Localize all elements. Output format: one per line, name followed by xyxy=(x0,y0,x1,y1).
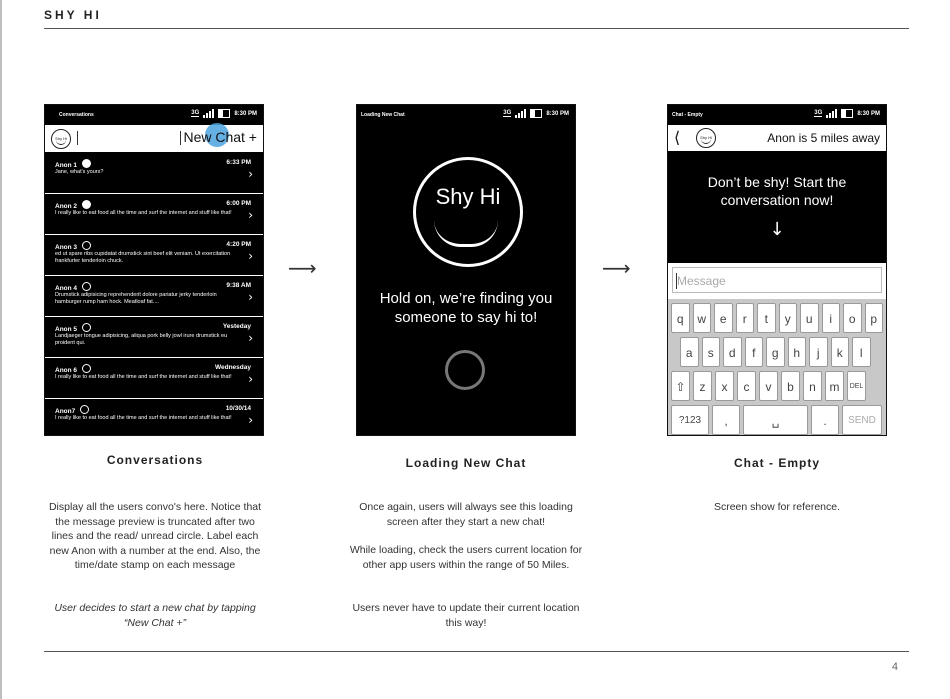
key-space[interactable]: ␣ xyxy=(743,405,808,435)
description-loading-2: While loading, check the users current location for other app users within the range of 50 Miles. xyxy=(349,544,583,571)
key-i[interactable]: i xyxy=(822,303,841,333)
key-send[interactable]: SEND xyxy=(842,405,882,435)
message-preview: ed ut spare ribs cupidatat drumstick sint beef elit veniam. Ut exercitation frankfurter tenderloin chuck. xyxy=(55,251,231,264)
key-l[interactable]: l xyxy=(852,337,871,367)
shy-hi-logo-icon: Shy Hi xyxy=(696,128,716,148)
phone-conversations xyxy=(44,104,264,436)
message-input[interactable]: Message xyxy=(672,267,882,293)
flow-arrow: ⟶ xyxy=(602,256,631,280)
chevron-right-icon[interactable]: › xyxy=(248,290,253,304)
key-r[interactable]: r xyxy=(736,303,755,333)
conversations-header xyxy=(45,125,263,153)
message-timestamp: 9:38 AM xyxy=(226,282,251,289)
message-preview: Landjaeger tongue adipisicing, aliqua pork belly jowl irure drumstick eu proident qui. xyxy=(55,333,228,346)
smile-icon xyxy=(434,220,498,247)
anon-name: Anon 1 xyxy=(55,159,91,169)
note-conversations: User decides to start a new chat by tapping “New Chat +” xyxy=(54,602,256,629)
key-comma[interactable]: , xyxy=(712,405,740,435)
anon-name: Anon 2 xyxy=(55,200,91,210)
chevron-right-icon[interactable]: › xyxy=(248,249,253,263)
caption-chat-empty: Chat - Empty xyxy=(733,456,820,470)
conversation-row[interactable] xyxy=(45,399,263,436)
message-timestamp: 10/30/14 xyxy=(225,405,251,412)
key-d[interactable]: d xyxy=(723,337,742,367)
key-q[interactable]: q xyxy=(671,303,690,333)
header-rule xyxy=(44,28,909,29)
status-time: 8:30 PM xyxy=(546,110,569,117)
read-circle-icon xyxy=(82,364,91,373)
anon-name: Anon 6 xyxy=(55,364,91,374)
conversation-row[interactable] xyxy=(45,276,263,317)
message-preview: Jane, what's yours? xyxy=(55,169,104,175)
message-preview: I really like to eat food all the time and surf the internet and stuff like that! xyxy=(55,374,232,380)
signal-icon xyxy=(826,109,837,118)
phone-loading xyxy=(356,104,576,436)
key-k[interactable]: k xyxy=(831,337,850,367)
battery-icon xyxy=(530,109,542,118)
shy-hi-logo-icon[interactable]: Shy Hi xyxy=(51,129,71,149)
anon-name: Anon 5 xyxy=(55,323,91,333)
anon-name: Anon 3 xyxy=(55,241,91,251)
status-title: Loading New Chat xyxy=(361,112,405,118)
chevron-right-icon[interactable]: › xyxy=(248,208,253,222)
key-e[interactable]: e xyxy=(714,303,733,333)
conversation-row[interactable] xyxy=(45,153,263,194)
message-preview: I really like to eat food all the time and surf the internet and stuff like that! xyxy=(55,415,232,421)
read-circle-icon xyxy=(80,405,89,414)
description-conversations: Display all the users convo's here. Notice that the message preview is truncated after two lines and the read/ unread circle. Label each new Anon with a number at the end. Also, the time/date stamp on each message xyxy=(48,501,262,571)
read-circle-icon xyxy=(82,323,91,332)
key-b[interactable]: b xyxy=(781,371,800,401)
loading-message: Hold on, we’re finding you someone to say hi to! xyxy=(379,290,553,326)
message-timestamp: 6:33 PM xyxy=(226,159,251,166)
key-o[interactable]: o xyxy=(843,303,862,333)
conversation-row[interactable] xyxy=(45,317,263,358)
new-chat-button[interactable]: New Chat + xyxy=(183,129,257,145)
chevron-right-icon[interactable]: › xyxy=(248,413,253,427)
empty-chat-area xyxy=(668,151,886,263)
shy-hi-logo-large xyxy=(413,157,523,267)
signal-icon xyxy=(515,109,526,118)
read-circle-icon xyxy=(82,282,91,291)
key-numbers[interactable]: ?123 xyxy=(671,405,709,435)
page-number: 4 xyxy=(891,661,898,673)
conversation-row[interactable] xyxy=(45,194,263,235)
status-bar xyxy=(45,105,263,125)
conversation-list xyxy=(45,153,263,436)
conversation-row[interactable] xyxy=(45,235,263,276)
distance-text: Anon is 5 miles away xyxy=(767,131,880,145)
description-chat-empty: Screen show for reference. xyxy=(713,501,841,513)
key-x[interactable]: x xyxy=(715,371,734,401)
message-timestamp: Wednesday xyxy=(214,364,251,371)
signal-icon xyxy=(203,109,214,118)
anon-name: Anon 4 xyxy=(55,282,91,292)
message-preview: I really like to eat food all the time and surf the internet and stuff like that! xyxy=(55,210,232,216)
status-time: 8:30 PM xyxy=(234,110,257,117)
message-timestamp: 4:20 PM xyxy=(226,241,251,248)
header-divider xyxy=(180,131,181,145)
key-j[interactable]: j xyxy=(809,337,828,367)
conversation-row[interactable] xyxy=(45,358,263,399)
status-title: Conversations xyxy=(59,112,94,118)
footer-rule xyxy=(44,651,909,652)
unread-circle-icon xyxy=(82,200,91,209)
status-time: 8:30 PM xyxy=(857,110,880,117)
key-shift[interactable]: ⇧ xyxy=(671,371,690,401)
network-icon: 3G xyxy=(814,110,823,116)
chevron-right-icon[interactable]: › xyxy=(248,372,253,386)
key-s[interactable]: s xyxy=(702,337,721,367)
down-arrow-icon: ↓ xyxy=(769,219,785,240)
status-bar xyxy=(668,105,886,125)
message-timestamp: Yesteday xyxy=(222,323,251,330)
header-divider xyxy=(77,131,78,145)
key-u[interactable]: u xyxy=(800,303,819,333)
chevron-right-icon[interactable]: › xyxy=(248,167,253,181)
empty-chat-prompt: Don’t be shy! Start the conversation now! xyxy=(707,174,847,208)
keyboard xyxy=(668,299,886,435)
key-m[interactable]: m xyxy=(825,371,844,401)
flow-arrow: ⟶ xyxy=(288,256,317,280)
key-y[interactable]: y xyxy=(779,303,798,333)
key-a[interactable]: a xyxy=(680,337,699,367)
key-period[interactable]: . xyxy=(811,405,839,435)
key-w[interactable]: w xyxy=(693,303,712,333)
phone-chat-empty xyxy=(667,104,887,436)
chat-header xyxy=(668,125,886,151)
loading-spinner-icon xyxy=(445,350,485,390)
unread-circle-icon xyxy=(82,159,91,168)
anon-name: Anon7 xyxy=(55,405,89,415)
message-timestamp: 6:00 PM xyxy=(226,200,251,207)
status-bar xyxy=(357,105,575,125)
battery-icon xyxy=(841,109,853,118)
brand-title: SHY HI xyxy=(44,8,102,22)
key-p[interactable]: p xyxy=(865,303,884,333)
key-c[interactable]: c xyxy=(737,371,756,401)
logo-text: Shy Hi xyxy=(435,184,501,209)
key-n[interactable]: n xyxy=(803,371,822,401)
description-loading-3: Users never have to update their current location this way! xyxy=(352,602,580,629)
battery-icon xyxy=(218,109,230,118)
key-t[interactable]: t xyxy=(757,303,776,333)
network-icon: 3G xyxy=(191,110,200,116)
input-area xyxy=(668,263,886,435)
chevron-right-icon[interactable]: › xyxy=(248,331,253,345)
key-v[interactable]: v xyxy=(759,371,778,401)
caption-conversations: Conversations xyxy=(106,453,204,467)
status-title: Chat - Empty xyxy=(672,112,703,118)
page-left-border xyxy=(0,0,2,699)
message-preview: Drumstick adipisicing reprehenderit dolore pariatur jerky tenderloin hamburger rump ham hock. Meatloaf fat.... xyxy=(55,292,217,305)
key-z[interactable]: z xyxy=(693,371,712,401)
network-icon: 3G xyxy=(503,110,512,116)
read-circle-icon xyxy=(82,241,91,250)
key-f[interactable]: f xyxy=(745,337,764,367)
key-del[interactable]: DEL xyxy=(847,371,866,401)
key-h[interactable]: h xyxy=(788,337,807,367)
key-g[interactable]: g xyxy=(766,337,785,367)
description-loading-1: Once again, users will always see this loading screen after they start a new chat! xyxy=(359,501,573,528)
caption-loading: Loading New Chat xyxy=(405,456,527,470)
back-chevron-icon[interactable]: ⟨ xyxy=(674,128,681,147)
